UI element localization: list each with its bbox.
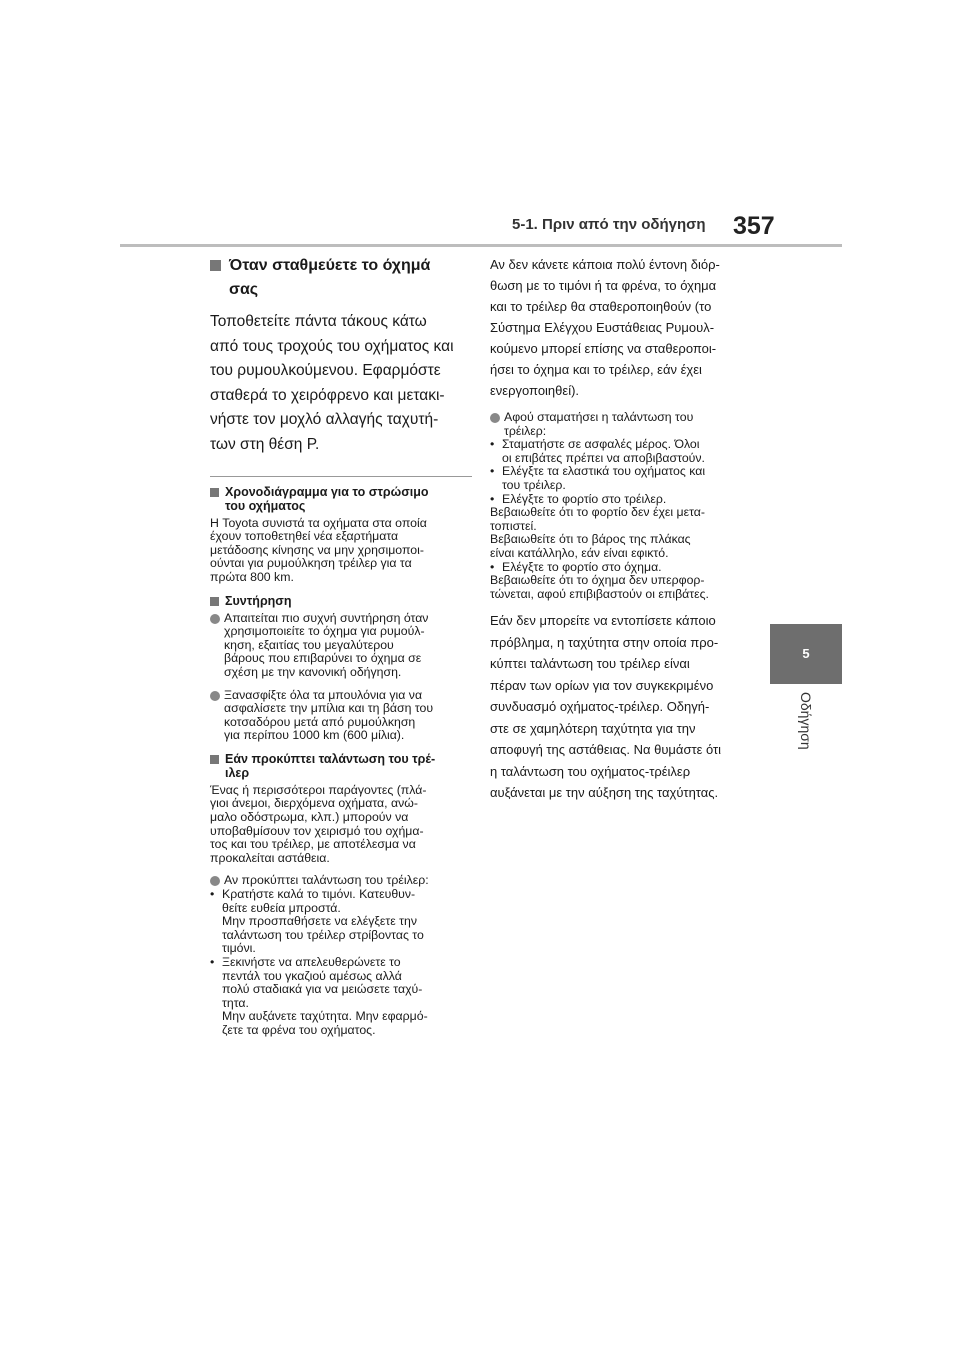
circle-bullet-icon <box>490 413 500 423</box>
dot-marker: • <box>210 887 215 902</box>
maintenance-heading: Συντήρηση <box>210 594 472 608</box>
circle-bullet-icon <box>210 691 220 701</box>
chapter-tab <box>770 624 842 684</box>
dot-marker: • <box>490 437 495 452</box>
maintenance-bullet-2: Ξανασφίξτε όλα τα μπουλόνια για να ασφαλίσετε την μπίλια και τη βάση του κοτσαδόρου μετά από ρυμούλκηση για περίπου 1000 km (600 μίλια). <box>210 689 472 743</box>
sway-text: Ένας ή περισσότεροι παράγοντες (πλά- γιοι άνεμοι, διερχόμενα οχήματα, ανώ- μαλο οδόστρωμα, κλπ.) μπορούν να υποβαθμίσουν τον χειρισμό του οχήμα- τος και του τρέιλερ, με αποτέλεσμα να προκαλείται αστάθεια. <box>210 782 427 865</box>
header-section-title: 5-1. Πριν από την οδήγηση <box>512 216 706 233</box>
header-rule <box>120 244 842 247</box>
dot-marker: • <box>490 491 495 506</box>
right-column <box>490 254 760 814</box>
dot-marker: • <box>210 955 215 969</box>
section-divider <box>210 476 472 477</box>
stabilize-text: Αν δεν κάνετε κάποια πολύ έντονη διόρ- θωση με το τιμόνι ή τα φρένα, το όχημα και το τρέιλερ θα σταθεροποιηθούν (το Σύστημα Ελέγχου Ευστάθειας Ρυμουλ- κούμενο μπορεί επίσης να σταθεροποι- ήσει το όχημα και το τρέιλερ, εάν έχει ενεργοποιηθεί). <box>490 257 720 398</box>
maintenance-bullet-1: Απαιτείται πιο συχνή συντήρηση όταν χρησιμοποιείτε το όχημα για ρυμούλ- κηση, εξαιτίας του μεγαλύτερου βάρους που επιβαρύνει το όχημα σε σχέση με την κανονική οδήγηση. <box>210 612 472 680</box>
square-bullet-icon <box>210 597 219 606</box>
circle-bullet-icon <box>210 614 220 624</box>
parking-heading: Όταν σταθμεύετε το όχημά σας <box>210 254 472 302</box>
parking-text: Τοποθετείτε πάντα τάκους κάτω από τους τροχούς του οχήματος και του ρυμουλκούμενου. Εφαρμόστε σταθερά το χειρόφρενο και μετακι- νήστε τον μοχλό αλλαγής ταχυτή- των στη θέση P. <box>210 313 454 453</box>
after-sway-bullet: Αφού σταματήσει η ταλάντωση του τρέιλερ: <box>490 411 760 438</box>
after-sway-steps: • Σταματήστε σε ασφαλές μέρος. Όλοι οι επιβάτες πρέπει να αποβιβαστούν. • Ελέγξτε τα ελαστικά του οχήματος και του τρέιλερ. • Ελέγξτε το φορτίο στο τρέιλερ. Βεβαιωθείτε ότι το φορτίο δεν έχει μετα- τοπιστεί. Βεβαιωθείτε ότι το βάρος της πλάκας είναι κατάλληλο, εάν είναι εφικτό. • Ελέγξτε το φορτίο στο όχημα. Βεβαιωθείτε ότι το όχημα δεν υπερφορ- τώνεται, αφού επιβιβαστούν οι επιβάτες. <box>490 437 709 601</box>
chapter-tab-label: Οδήγηση <box>798 692 814 750</box>
dot-marker: • <box>490 464 495 479</box>
square-bullet-icon <box>210 755 219 764</box>
sway-bullet: Αν προκύπτει ταλάντωση του τρέιλερ: <box>210 874 472 888</box>
page-number: 357 <box>733 212 775 240</box>
circle-bullet-icon <box>210 876 220 886</box>
sway-steps: • Κρατήστε καλά το τιμόνι. Κατευθυν- θείτε ευθεία μπροστά. Μην προσπαθήσετε να ελέγξετε την ταλάντωση του τρέιλερ στρίβοντας το τιμόνι. • Ξεκινήστε να απελευθερώνετε το πεντάλ του γκαζιού αμέσως αλλά πολύ σταδιακά για να μειώσετε ταχύ- τητα. Μην αυξάνετε ταχύτητα. Μην εφαρμό- ζετε τα φρένα του οχήματος. <box>210 887 428 1037</box>
sway-heading: Εάν προκύπτει ταλάντωση του τρέ- ιλερ <box>210 752 472 780</box>
dot-marker: • <box>490 559 495 574</box>
breakin-heading: Χρονοδιάγραμμα για το στρώσιμο του οχήματος <box>210 485 472 513</box>
chapter-tab-number: 5 <box>802 646 810 661</box>
square-bullet-icon <box>210 488 219 497</box>
left-column <box>210 254 472 1047</box>
breakin-text: Η Toyota συνιστά τα οχήματα στα οποία έχουν τοποθετηθεί νέα εξαρτήματα μετάδοσης κίνησης να μην χρησιμοποι- ούνται για ρυμούλκηση τρέιλερ για τα πρώτα 800 km. <box>210 515 427 584</box>
speed-text: Εάν δεν μπορείτε να εντοπίσετε κάποιο πρόβλημα, η ταχύτητα στην οποία προ- κύπτει ταλάντωση του τρέιλερ είναι πέραν των ορίων για τον συγκεκριμένο συνδυασμό οχήματος-τρέιλερ. Οδηγή- στε σε χαμηλότερη ταχύτητα για την αποφυγή της αστάθειας. Να θυμάστε ότι η ταλάντωση του οχήματος-τρέιλερ αυξάνεται με την αύξηση της ταχύτητας. <box>490 613 722 801</box>
square-bullet-icon <box>210 260 221 271</box>
